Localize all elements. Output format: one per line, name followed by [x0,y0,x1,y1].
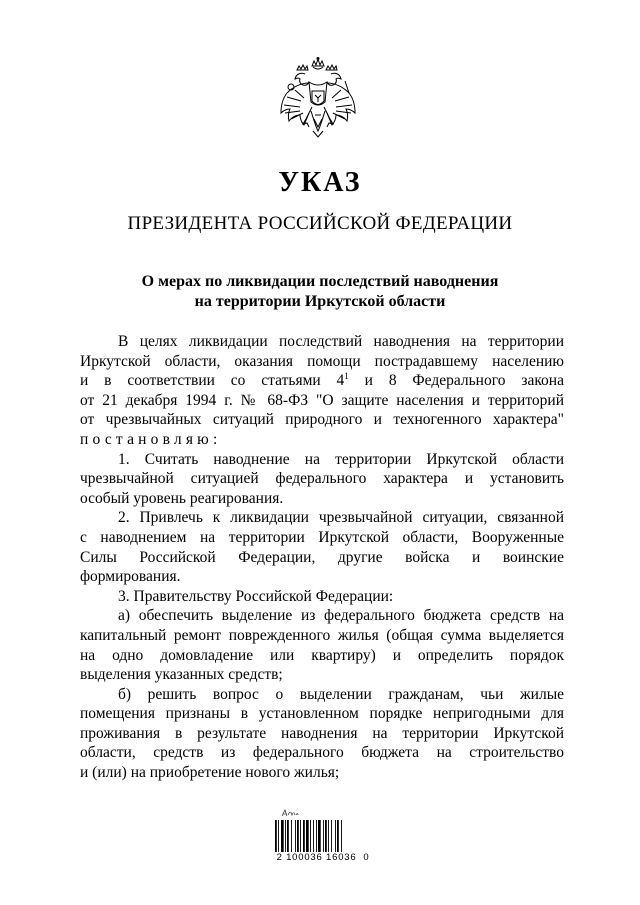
text-line: чрезвычайной ситуацией федерального характера и установить [80,470,564,488]
text-line: 3. Правительству Российской Федерации: [118,587,394,605]
subject-line: на территории Иркутской области [194,293,446,310]
text-line: 1. Считать наводнение на территории Иркутской области [118,450,564,468]
text-line: и (или) на приобретение нового жилья; [80,764,340,782]
text-line: формирования. [80,568,181,586]
text-fragment: и 8 Федерального закона [348,372,564,390]
text-line: на одно домовладение или квартиру) и определить порядок [80,646,564,664]
preamble-paragraph [80,332,564,450]
article-superscript: 1 [344,371,349,382]
item-2-paragraph [80,508,564,586]
text-line: 2. Привлечь к ликвидации чрезвычайной ситуации, связанной [118,509,564,527]
text-line: особый уровень реагирования. [80,489,284,507]
coat-of-arms-icon [275,57,361,149]
initials-mark-icon [281,804,299,812]
item-3a-paragraph [80,606,564,684]
text-line: с наводнением на территории Иркутской области, Вооруженные [80,528,564,546]
item-3b-paragraph [80,685,564,783]
text-line: помещения признаны в установленном порядке непригодными для [80,705,564,723]
barcode-icon [275,820,359,852]
item-1-paragraph [80,450,564,509]
item-3-paragraph [80,587,564,607]
decree-subject [80,272,560,312]
text-line: Иркутской области, оказания помощи пострадавшему населению [80,352,564,370]
text-line [80,371,564,391]
decree-body [80,332,564,783]
text-line: от чрезвычайных ситуаций природного и техногенного характера" [80,411,564,429]
text-line: б) решить вопрос о выделении гражданам, чьи жилые [118,685,564,703]
text-line: В целях ликвидации последствий наводнения на территории [118,333,564,350]
text-line: проживания в результате наводнения на территории Иркутской [80,724,564,742]
text-line: от 21 декабря 1994 г. № 68-ФЗ "О защите населения и территорий [80,391,564,409]
text-line: Силы Российской Федерации, другие войска и воинские [80,548,564,566]
text-line: выделения указанных средств; [80,666,283,684]
barcode-number: 2 100036 16036 0 [276,852,370,863]
subject-line: О мерах по ликвидации последствий наводнения [141,273,499,290]
text-line: а) обеспечить выделение из федерального бюджета средств на [118,607,564,625]
document-title: УКАЗ [278,167,362,198]
text-line: капитальный ремонт поврежденного жилья (общая сумма выделяется [80,626,564,644]
decree-word: постановляю: [80,430,222,448]
text-line: области, средств из федерального бюджета на строительство [80,744,564,762]
text-fragment: и в соответствии со статьями 4 [80,372,345,390]
document-issuer: ПРЕЗИДЕНТА РОССИЙСКОЙ ФЕДЕРАЦИИ [127,213,513,234]
